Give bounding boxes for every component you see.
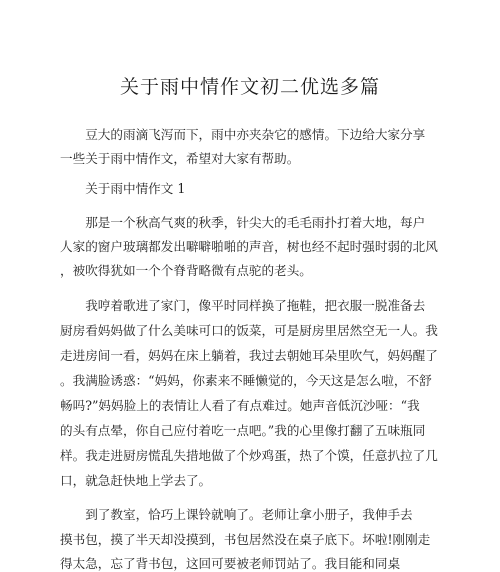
paragraph-line: 豆大的雨滴飞泻而下，雨中亦夹杂它的感情。下边给大家分享	[60, 127, 426, 142]
paragraph-line: 那是一个秋高气爽的秋季，针尖大的毛毛雨扑打着大地，每户	[60, 215, 426, 230]
paragraph-line: 到了教室，恰巧上课铃就响了。老师让拿小册子，我伸手去	[60, 507, 413, 522]
section-heading: 关于雨中情作文 1	[60, 181, 186, 196]
document-title: 关于雨中情作文初二优选多篇	[119, 76, 380, 98]
paragraph-line: 一些关于雨中情作文，希望对大家有帮助。	[60, 151, 300, 166]
paragraph-line: 畅吗?”妈妈脸上的表情让人看了有点难过。她声音低沉沙哑：“我	[60, 398, 420, 413]
paragraph-line: 摸书包，摸了半天却没摸到，书包居然没在桌子底下。坏啦!刚刚走	[60, 532, 431, 547]
paragraph-line: 走进房间一看，妈妈在床上躺着，我过去朝她耳朵里吹气，妈妈醒了	[60, 348, 438, 363]
paragraph-line: 厨房看妈妈做了什么美味可口的饭菜，可是厨房里居然空无一人。我	[60, 323, 438, 338]
paragraph-line: 人家的窗户玻璃都发出噼噼啪啪的声音，树也经不起时强时弱的北风	[60, 239, 438, 254]
paragraph-line: 的头有点晕，你自己应付着吃一点吧。”我的心里像打翻了五味瓶同	[60, 423, 426, 438]
paragraph-line: 。我满脸诱惑：“妈妈，你素来不睡懒觉的，今天这是怎么啦，不舒	[60, 373, 432, 388]
paragraph-line: ，被吹得犹如一个个脊背略微有点驼的老头。	[60, 263, 312, 278]
paragraph-line: 我哼着歌进了家门，像平时同样换了拖鞋，把衣服一脱准备去	[60, 298, 426, 313]
paragraph-line: 口，就急赶快地上学去了。	[60, 473, 212, 488]
paragraph-line: 得太急，忘了背书包，这回可要被老师罚站了。我目能和同桌	[60, 556, 401, 571]
paragraph-line: 样。我走进厨房慌乱失措地做了个炒鸡蛋，热了个馍，任意扒拉了几	[60, 448, 438, 463]
